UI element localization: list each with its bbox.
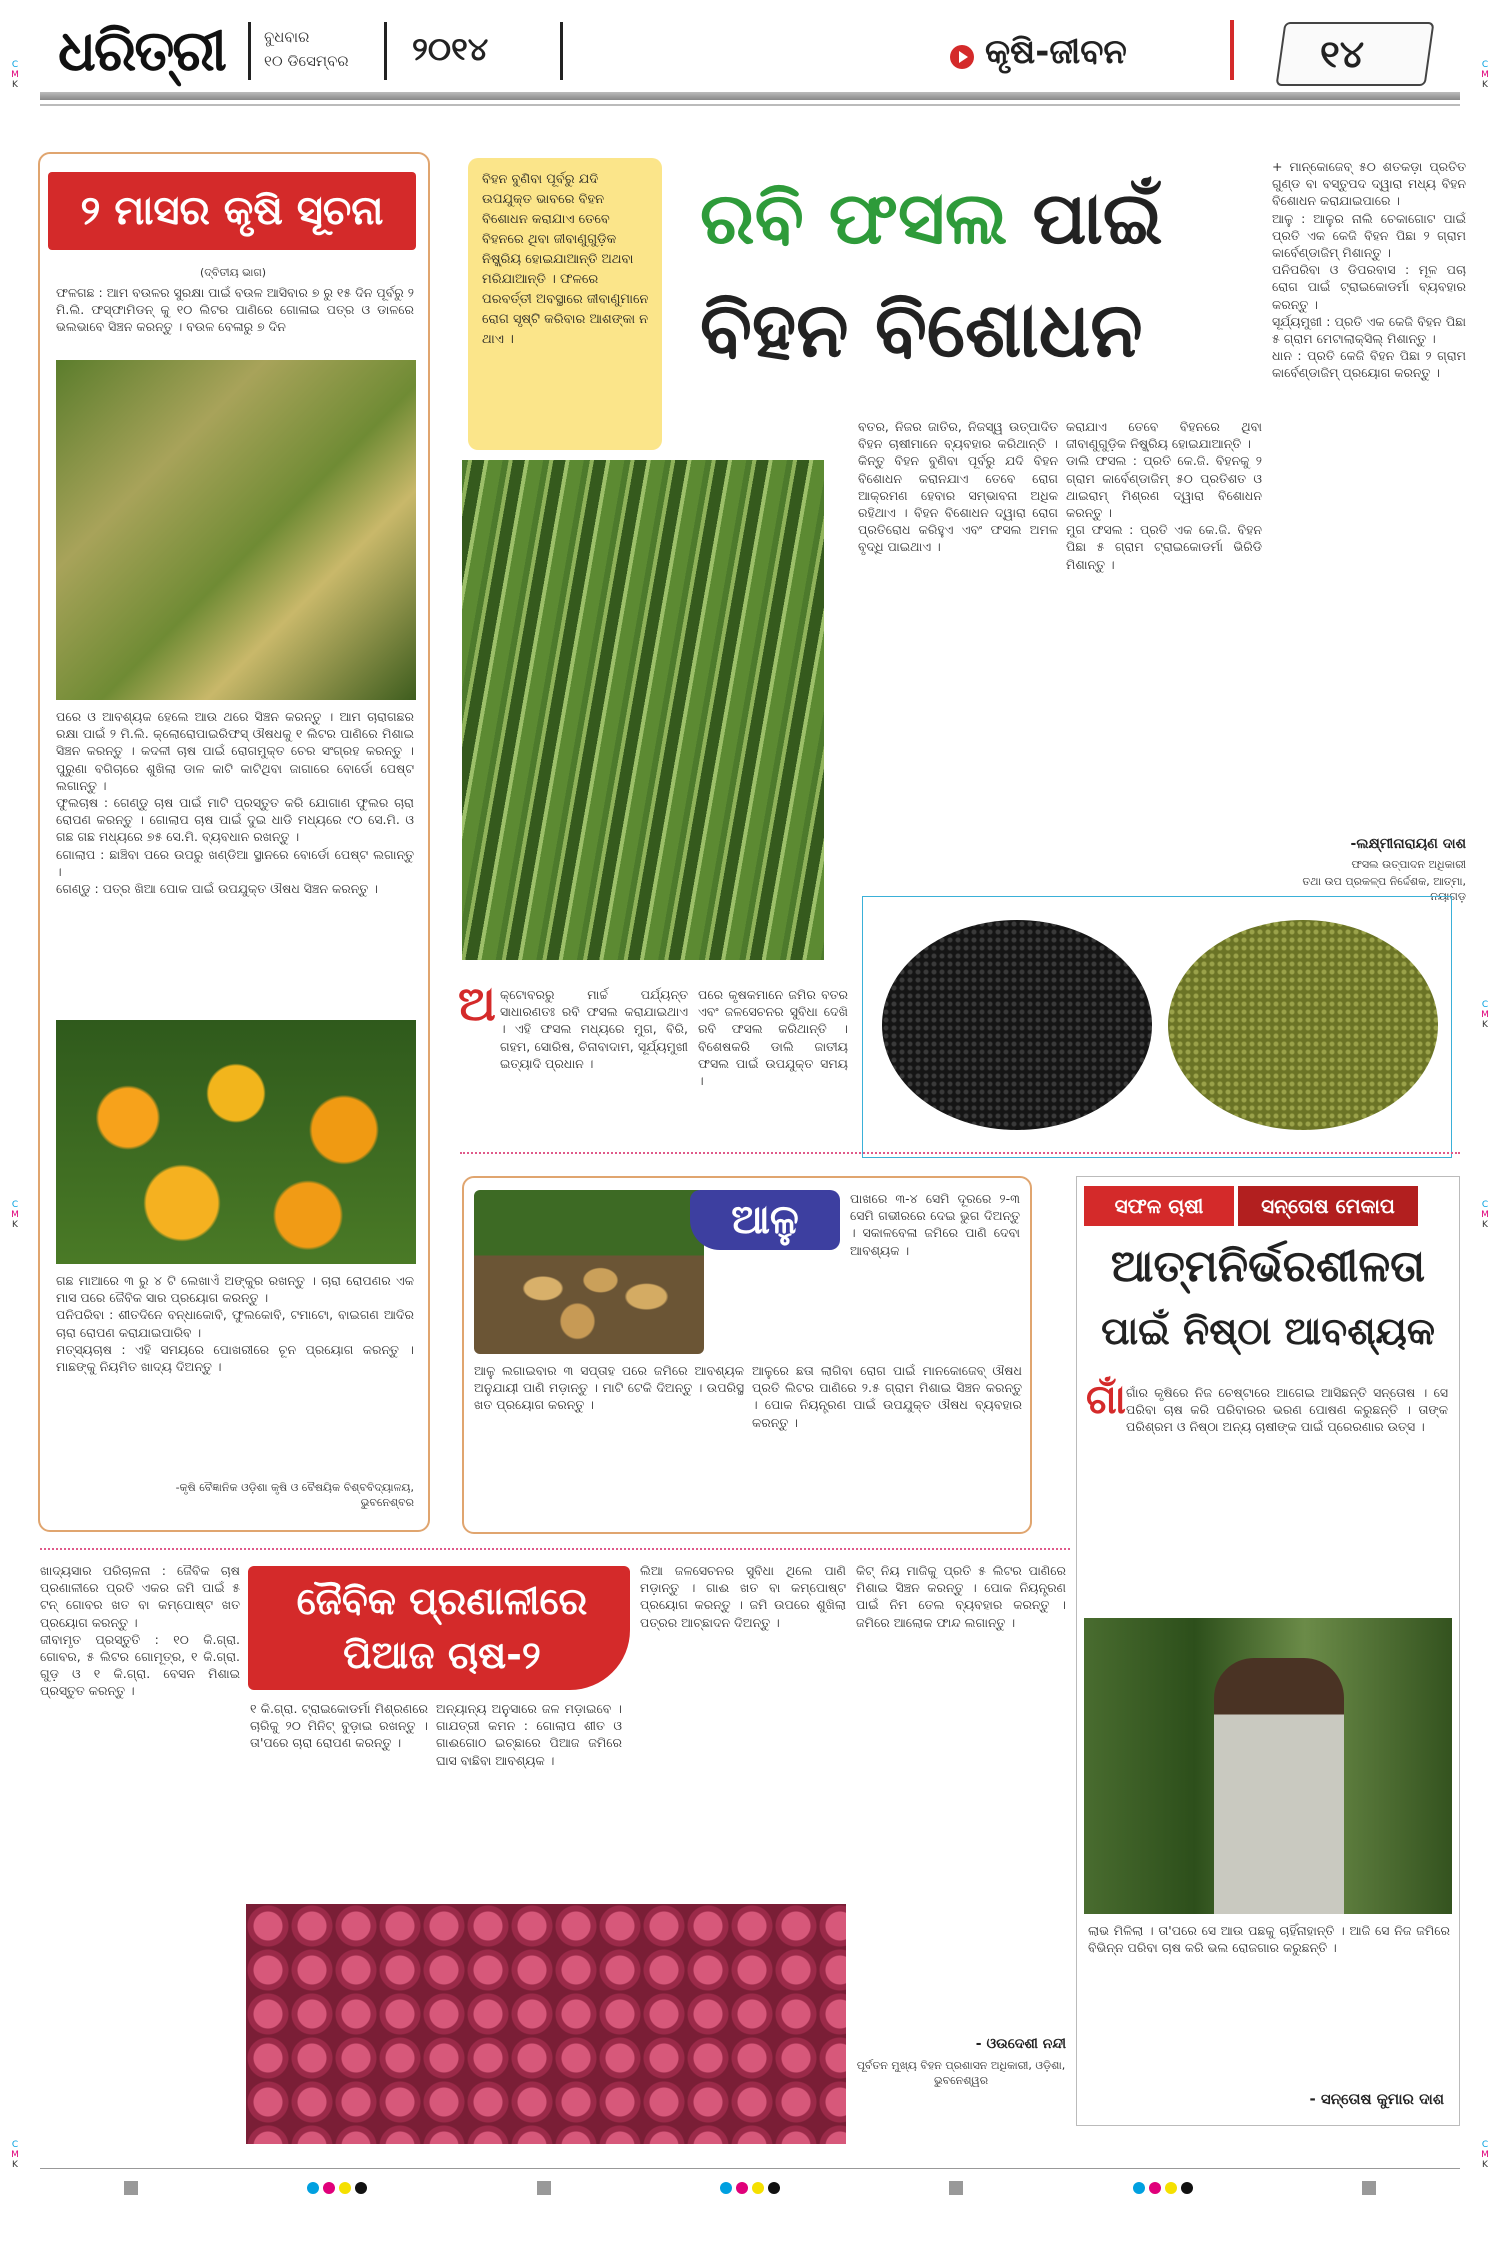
onion-photo: [246, 1904, 846, 2144]
monthly-tips-title: ୨ ମାସର କୃଷି ସୂଚନା: [48, 172, 416, 250]
registration-mark: C M K: [1481, 1000, 1489, 1030]
registration-mark: C M K: [11, 60, 19, 90]
monthly-paragraph: ଗଛ ମାଆରେ ୩ ରୁ ୪ ଟି ଲେଖାଏଁ ଅଙ୍କୁର ରଖନ୍ତୁ । ଚାରା ରୋପଣର ଏକ ମାସ ପରେ ଜୈବିକ ସାର ପ୍ରୟୋଗ କରନ୍ତୁ । ପନିପରିବା : ଶୀତଦିନେ ବନ୍ଧାକୋବି, ଫୁଲକୋବି, ଟମାଟୋ, ବାଇଗଣ ଆଦିର ଚାରା ରୋପଣ କରାଯାଇପାରିବ । ମତ୍ସ୍ୟଚାଷ : ଏହି ସମୟରେ ପୋଖରୀରେ ଚୂନ ପ୍ରୟୋଗ କରନ୍ତୁ । ମାଛଙ୍କୁ ନିୟମିତ ଖାଦ୍ୟ ଦିଅନ୍ତୁ ।: [56, 1273, 414, 1375]
gray-swatch: [1362, 2181, 1376, 2195]
cmyk-dots: [1131, 2179, 1195, 2198]
registration-mark: C M K: [1481, 1200, 1489, 1230]
onion-column: ଲିଆ ଜଳସେଚନର ସୁବିଧା ଥିଲେ ପାଣି ମଡ଼ାନ୍ତୁ । ଗାଈ ଖତ ବା କମ୍ପୋଷ୍ଟ ପ୍ରୟୋଗ କରନ୍ତୁ । ଜମି ଉପରେ ଶୁଖିଲା ପତ୍ରର ଆଚ୍ଛାଦନ ଦିଅନ୍ତୁ ।: [640, 1563, 850, 1630]
farmer-name-tag: ସନ୍ତୋଷ ମେକାପ: [1238, 1186, 1418, 1226]
potato-column: ଆଳୁରେ ଛତା ଲାଗିବା ରୋଗ ପାଇଁ ମାନକୋଜେବ୍ ଔଷଧ ପ୍ରତି ଲିଟର ପାଣିରେ ୨.୫ ଗ୍ରାମ ମିଶାଇ ସିଞ୍ଚନ କରନ୍ତୁ । ପୋକ ନିୟନ୍ତ୍ରଣ ପାଇଁ ଉପଯୁକ୍ତ ଔଷଧ ବ୍ୟବହାର କରନ୍ତୁ ।: [752, 1363, 1026, 1430]
masthead-year: ୨୦୧୪: [412, 30, 489, 68]
color-bar: [40, 2178, 1460, 2198]
section-separator: [460, 1152, 1460, 1154]
farmer-figure: [1214, 1658, 1344, 1914]
black-gram-seed-photo: [882, 920, 1152, 1130]
newspaper-logo: ଧରିତ୍ରୀ: [58, 18, 225, 84]
masthead-divider: [560, 22, 563, 80]
masthead-date: ୧୦ ଡିସେମ୍ବର: [264, 52, 349, 70]
seed-article-column: ବତର, ନିଜର ଜାତିର, ନିଜସ୍ୱ ଉତ୍ପାଦିତ ବିହନ ଚାଷୀମାନେ ବ୍ୟବହାର କରିଥାନ୍ତି । କିନ୍ତୁ ବିହନ ବୁଣିବା ପୂର୍ବରୁ ଯଦି ବିହନ ବିଶୋଧନ କରାନଯାଏ ତେବେ ରୋଗ ଆକ୍ରମଣ ହେବାର ସମ୍ଭାବନା ଅଧିକ ରହିଥାଏ । ବିହନ ବିଶୋଧନ ଦ୍ୱାରା ରୋଗ ପ୍ରତିରୋଧ କରିହୁଏ ଏବଂ ଫସଲ ଅମଳ ବୃଦ୍ଧି ପାଇଥାଏ ।: [858, 419, 1062, 555]
success-headline: ଆତ୍ମନିର୍ଭରଶୀଳତା: [1110, 1241, 1426, 1292]
marigold-photo: [56, 1020, 416, 1264]
dropcap: ଗାଁ: [1086, 1377, 1126, 1423]
masthead-day: ବୁଧବାର: [264, 28, 310, 46]
onion-affiliation: ପୂର୍ବତନ ମୁଖ୍ୟ ବିହନ ପ୍ରଶାସନ ଅଧିକାରୀ, ଓଡ଼ିଶା, ଭୁବନେଶ୍ୱର: [856, 2059, 1066, 2087]
masthead-divider: [384, 22, 387, 80]
onion-column: ଅନ୍ୟାନ୍ୟ ଅନୁସାରେ ଜଳ ମଡ଼ାଇବେ । ଗାଯତ୍ରୀ କମନ : ଗୋଲାପ ଶୀତ ଓ ଗାଈଗୋଠ ଇଚ୍ଛାରେ ପିଆଜ ଜମିରେ ଘାସ ବାଛିବା ଆବଶ୍ୟକ ।: [436, 1701, 626, 1768]
author-designation: ଫସଲ ଉତ୍ପାଦନ ଅଧିକାରୀ: [1351, 858, 1466, 871]
potato-column: ଆଳୁ ଲଗାଇବାର ୩ ସପ୍ତାହ ପରେ ଜମିରେ ଆବଶ୍ୟକ ଅନୁଯାୟୀ ପାଣି ମଡ଼ାନ୍ତୁ । ମାଟି ଟେକି ଦିଅନ୍ତୁ । ଉପରିସ୍ଥ ଖତ ପ୍ରୟୋଗ କରନ୍ତୁ ।: [474, 1363, 748, 1413]
play-icon: [950, 45, 974, 69]
author-affiliation: ତଥା ଉପ ପ୍ରକଳ୍ପ ନିର୍ଦ୍ଦେଶକ, ଆତ୍ମା, ନୟାଗଡ଼: [1302, 875, 1466, 903]
registration-mark: C M K: [11, 2140, 19, 2170]
seed-article-column: କରାଯାଏ ତେବେ ବିହନରେ ଥିବା ଜୀବାଣୁଗୁଡ଼ିକ ନିଷ୍କ୍ରିୟ ହୋଇଯାଆନ୍ତି । ଡାଲି ଫସଲ : ପ୍ରତି କେ.ଜି. ବିହନକୁ ୨ ଗ୍ରାମ କାର୍ବେଣ୍ଡାଜିମ୍ ୫୦ ପ୍ରତିଶତ ଓ ଥାଇରାମ୍ ମିଶ୍ରଣ ଦ୍ୱାରା ବିଶୋଧନ କରନ୍ତୁ । ମୁଗ ଫସଲ : ପ୍ରତି ଏକ କେ.ଜି. ବିହନ ପିଛା ୫ ଗ୍ରାମ ଟ୍ରାଇକୋଡର୍ମା ଭିରିଡି ମିଶାନ୍ତୁ ।: [1066, 419, 1262, 572]
gray-swatch: [537, 2181, 551, 2195]
author-name: -ଲକ୍ଷ୍ମୀନାରାୟଣ ଦାଶ: [1350, 836, 1466, 852]
masthead-rule-thin: [40, 104, 1460, 106]
seed-headline-line2: ବିହନ ବିଶୋଧନ: [700, 285, 1143, 374]
success-headline: ପାଇଁ ନିଷ୍ଠା ଆବଶ୍ୟକ: [1101, 1309, 1435, 1353]
farmer-photo: [1084, 1618, 1452, 1914]
success-body: ଲାଭ ମିଳିଲା । ତା'ପରେ ସେ ଆଉ ପଛକୁ ଚାହିଁନାହାନ୍ତି । ଆଜି ସେ ନିଜ ଜମିରେ ବିଭିନ୍ନ ପରିବା ଚାଷ କରି ଭଲ ରୋଜଗାର କରୁଛନ୍ତି ।: [1088, 1923, 1454, 1956]
seed-article-column: + ମାନ୍କୋଜେବ୍ ୫୦ ଶତକଡ଼ା ପ୍ରତିତ ଗୁଣ୍ଡ ବା ବସ୍ତୁପଦ ଦ୍ୱାରା ମଧ୍ୟ ବିହନ ବିଶୋଧନ କରାଯାଇପାରେ । ଆଳୁ : ଆଳୁର ନାଲି ଚେକାଗୋଟ ପାଇଁ ପ୍ରତି ଏକ କେଜି ବିହନ ପିଛା ୨ ଗ୍ରାମ କାର୍ବେଣ୍ଡାଜିମ୍ ମିଶାନ୍ତୁ । ପନିପରିବା ଓ ଡିପରବାସ : ମୂଳ ପଚା ରୋଗ ପାଇଁ ଟ୍ରାଇକୋଡର୍ମା ବ୍ୟବହାର କରନ୍ତୁ । ସୂର୍ଯ୍ୟମୁଖୀ : ପ୍ରତି ଏକ କେଜି ବିହନ ପିଛା ୫ ଗ୍ରାମ ମେଟାଲାକ୍ସିଲ୍ ମିଶାନ୍ତୁ । ଧାନ : ପ୍ରତି କେଜି ବିହନ ପିଛା ୨ ଗ୍ରାମ କାର୍ବେଣ୍ଡାଜିମ୍ ପ୍ରୟୋଗ କରନ୍ତୁ ।: [1272, 159, 1466, 381]
onion-headline: ଜୈବିକ ପ୍ରଣାଳୀରେ: [296, 1579, 588, 1623]
onion-left-column: ଖାଦ୍ୟସାର ପରିଚାଳନା : ଜୈବିକ ଚାଷ ପ୍ରଣାଳୀରେ ପ୍ରତି ଏକର ଜମି ପାଇଁ ୫ ଟନ୍ ଗୋବର ଖତ ବା କମ୍ପୋଷ୍ଟ ଖତ ପ୍ରୟୋଗ କରନ୍ତୁ । ଜୀବାମୃତ ପ୍ରସ୍ତୁତି : ୧୦ କି.ଗ୍ରା. ଗୋବର, ୫ ଲିଟର ଗୋମୂତ୍ର, ୧ କି.ଗ୍ରା. ଗୁଡ଼ ଓ ୧ କି.ଗ୍ରା. ବେସନ ମିଶାଇ ପ୍ରସ୍ତୁତ କରନ୍ତୁ ।: [40, 1563, 240, 1699]
masthead-rule: [40, 92, 1460, 100]
section-divider: [1230, 20, 1234, 80]
monthly-byline: (ଦ୍ବିତୀୟ ଭାଗ): [200, 266, 267, 279]
monthly-signature: -କୃଷି ବୈଜ୍ଞାନିକ ଓଡ଼ିଶା କୃଷି ଓ ବୈଷୟିକ ବିଶ୍ବବିଦ୍ୟାଳୟ, ଭୁବନେଶ୍ବର: [175, 1481, 414, 1509]
cmyk-dots: [718, 2179, 782, 2198]
beans-photo: [462, 460, 824, 960]
seed-callout-text: ବିହନ ବୁଣିବା ପୂର୍ବରୁ ଯଦି ଉପଯୁକ୍ତ ଭାବରେ ବିହନ ବିଶୋଧନ କରାଯାଏ ତେବେ ବିହନରେ ଥିବା ଜୀବାଣୁଗୁଡ଼ିକ ନିଷ୍କ୍ରିୟ ହୋଇଯାଆନ୍ତି ଅଥବା ମରିଯାଆନ୍ତି । ଫଳରେ ପରବର୍ତ୍ତୀ ଅବସ୍ଥାରେ ଜୀବାଣୁମାନେ ରୋଗ ସୃଷ୍ଟି କରିବାର ଆଶଙ୍କା ନ ଥାଏ ।: [482, 172, 653, 347]
registration-mark: C M K: [1481, 2140, 1489, 2170]
registration-mark: C M K: [1481, 60, 1489, 90]
gray-swatch: [949, 2181, 963, 2195]
seed-lower-column: ପରେ କୃଷକମାନେ ଜମିର ବତର ଏବଂ ଜଳସେଚନର ସୁବିଧା ଦେଖି ରବି ଫସଲ କରିଥାନ୍ତି । ବିଶେଷକରି ଡାଲି ଜାତୀୟ ଫସଲ ପାଇଁ ଉପଯୁକ୍ତ ସମୟ ।: [698, 987, 852, 1089]
onion-signature: - ଓଉଦେଶୀ ନନ୍ଦୀ: [975, 2036, 1066, 2052]
mango-blossom-photo: [56, 360, 416, 700]
onion-column: କିଟ୍ ନିୟ ମାଜିକୁ ପ୍ରତି ୫ ଲିଟର ପାଣିରେ ମିଶାଇ ସିଞ୍ଚନ କରନ୍ତୁ । ପୋକ ନିୟନ୍ତ୍ରଣ ପାଇଁ ନିମ ତେଲ ବ୍ୟବହାର କରନ୍ତୁ । ଜମିରେ ଆଲୋକ ଫାନ୍ଦ ଲଗାନ୍ତୁ ।: [856, 1563, 1070, 1630]
dropcap: ଅ: [458, 976, 496, 1032]
success-label: ସଫଳ ଚାଷୀ: [1084, 1186, 1234, 1226]
registration-mark: C M K: [11, 1200, 19, 1230]
masthead-divider: [248, 22, 251, 80]
section-title: କୃଷି-ଜୀବନ: [985, 32, 1127, 72]
success-body: ଗାଁର କୃଷିରେ ନିଜ ଚେଷ୍ଟାରେ ଆଗେଇ ଆସିଛନ୍ତି ସନ୍ତୋଷ । ସେ ପରିବା ଚାଷ କରି ପରିବାରର ଭରଣ ପୋଷଣ କରୁଛନ୍ତି । ତାଙ୍କ ପରିଶ୍ରମ ଓ ନିଷ୍ଠା ଅନ୍ୟ ଚାଷୀଙ୍କ ପାଇଁ ପ୍ରେରଣାର ଉତ୍ସ ।: [1126, 1385, 1452, 1435]
monthly-paragraph: ପରେ ଓ ଆବଶ୍ୟକ ହେଲେ ଆଉ ଥରେ ସିଞ୍ଚନ କରନ୍ତୁ । ଆମ ଚାରାଗଛର ରକ୍ଷା ପାଇଁ ୨ ମି.ଲି. କ୍ଲୋରୋପାଇରିଫସ୍ ଔଷଧକୁ ୧ ଲିଟର ପାଣିରେ ମିଶାଇ ସିଞ୍ଚନ କରନ୍ତୁ । କଦଳୀ ଚାଷ ପାଇଁ ରୋଗମୁକ୍ତ ଚେର ସଂଗ୍ରହ କରନ୍ତୁ । ପୁରୁଣା ବଗିଚାରେ ଶୁଖିଲା ଡାଳ କାଟି କାଟିଥିବା ଜାଗାରେ ବୋର୍ଡୋ ପେଷ୍ଟ ଲଗାନ୍ତୁ । ଫୁଲଚାଷ : ଗେଣ୍ଡୁ ଚାଷ ପାଇଁ ମାଟି ପ୍ରସ୍ତୁତ କରି ଯୋଗାଣ ଫୁଲର ଚାରା ରୋପଣ କରନ୍ତୁ । ଗୋଲାପ ଚାଷ ପାଇଁ ଦୁଇ ଧାଡି ମଧ୍ୟରେ ୯୦ ସେ.ମି. ଓ ଗଛ ଗଛ ମଧ୍ୟରେ ୭୫ ସେ.ମି. ବ୍ୟବଧାନ ରଖନ୍ତୁ । ଗୋଲାପ : ଛାଞ୍ଚିବା ପରେ ଉପରୁ ଖଣ୍ଡିଆ ସ୍ଥାନରେ ବୋର୍ଡୋ ପେଷ୍ଟ ଲଗାନ୍ତୁ । ଗେଣ୍ଡୁ : ପତ୍ର ଖିଆ ପୋକ ପାଇଁ ଉପଯୁକ୍ତ ଔଷଧ ସିଞ୍ଚନ କରନ୍ତୁ ।: [56, 709, 414, 897]
footer-rule: [40, 2168, 1460, 2169]
section-separator: [40, 1548, 1070, 1550]
potato-intro: ପାଖରେ ୩-୪ ସେମି ଦୂରରେ ୨-୩ ସେମି ଗଭୀରରେ ଦେଇ ଭୁଗ ଦିଅନ୍ତୁ । ସକାଳବେଳା ଜମିରେ ପାଣି ଦେବା ଆବଶ୍ୟକ ।: [850, 1191, 1024, 1258]
page-number: ୧୪: [1320, 32, 1365, 76]
onion-headline: ପିଆଜ ଚାଷ-୨: [343, 1633, 541, 1677]
potato-photo: [474, 1190, 704, 1354]
seed-headline-green: ରବି ଫସଲ: [700, 176, 1008, 260]
potato-title: ଆଳୁ: [731, 1197, 799, 1243]
monthly-paragraph: ଫଳଗଛ : ଆମ ବଉଳର ସୁରକ୍ଷା ପାଇଁ ବଉଳ ଆସିବାର ୭ ରୁ ୧୫ ଦିନ ପୂର୍ବରୁ ୨ ମି.ଲି. ଫସ୍ଫାମିଡନ୍ କୁ ୧୦ ଲିଟର ପାଣିରେ ଗୋଳାଇ ପତ୍ର ଓ ଡାଳରେ ଭଲଭାବେ ସିଞ୍ଚନ କରନ୍ତୁ । ବଉଳ ବେଳାରୁ ୭ ଦିନ: [56, 285, 418, 335]
gray-swatch: [124, 2181, 138, 2195]
cmyk-dots: [305, 2179, 369, 2198]
seed-lower-column: କ୍ଟୋବରରୁ ମାର୍ଚ୍ଚ ପର୍ଯ୍ୟନ୍ତ ସାଧାରଣତଃ ରବି ଫସଲ କରାଯାଇଥାଏ । ଏହି ଫସଲ ମଧ୍ୟରେ ମୁଗ, ବିରି, ଗହମ, ସୋରିଷ, ଚିନାବାଦାମ, ସୂର୍ଯ୍ୟମୁଖୀ ଇତ୍ୟାଦି ପ୍ରଧାନ ।: [500, 987, 692, 1071]
seed-headline-dark: ପାଇଁ: [1032, 176, 1163, 260]
green-gram-seed-photo: [1168, 920, 1438, 1130]
success-signature: - ସନ୍ତୋଷ କୁମାର ଦାଶ: [1309, 2090, 1444, 2108]
onion-column: ୧ କି.ଗ୍ରା. ଟ୍ରାଇକୋଡର୍ମା ମିଶ୍ରଣରେ ଚାରିକୁ ୨୦ ମିନିଟ୍ ବୁଡ଼ାଇ ରଖନ୍ତୁ । ତା'ପରେ ଚାରା ରୋପଣ କରନ୍ତୁ ।: [250, 1701, 432, 1751]
